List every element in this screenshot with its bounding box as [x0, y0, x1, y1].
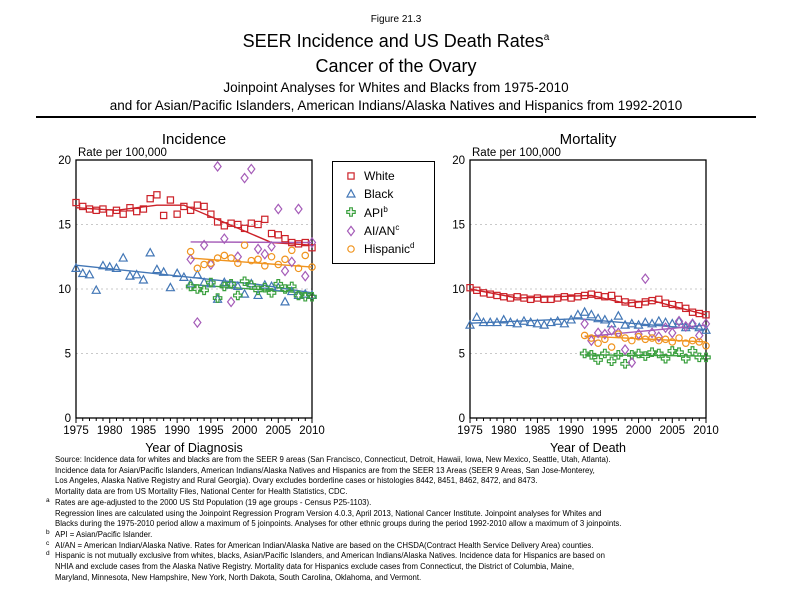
- incidence-chart: [40, 128, 340, 463]
- circle-marker-icon: [282, 256, 288, 262]
- square-marker-icon: [622, 299, 628, 305]
- triangle-marker-icon: [92, 286, 100, 293]
- circle-marker-icon: [302, 252, 308, 258]
- diamond-marker-icon: [348, 226, 355, 235]
- square-marker-icon: [194, 202, 200, 208]
- footnote-text: NHIA and exclude cases from the Alaska Native Registry. Mortality data for Hispanics exclude cases from Connecticut, the District of Columbia, Maine,: [55, 562, 574, 572]
- y-tick-label: 15: [452, 219, 465, 232]
- footnote-text: Maryland, Minnesota, New Hampshire, New York, North Dakota, South Carolina, Oklahoma, and Vermont.: [55, 572, 422, 582]
- legend-superscript: d: [410, 241, 415, 251]
- legend-marker: [344, 169, 358, 183]
- square-marker-icon: [161, 212, 167, 218]
- mortality-plot-svg: [434, 128, 734, 458]
- footnote-line: [46, 562, 762, 573]
- footnote-line: [46, 476, 762, 487]
- triangle-marker-icon: [581, 308, 589, 315]
- cross-marker-icon: [607, 357, 615, 365]
- legend-label: Hispanic$^d$: [364, 241, 415, 257]
- x-tick-label: 1995: [592, 425, 618, 437]
- legend-label: $AI/AN^c$: [364, 223, 400, 239]
- legend-label: White: [364, 169, 395, 184]
- triangle-marker-icon: [655, 317, 663, 324]
- mortality-chart: [434, 128, 734, 463]
- footnote-superscript: c: [46, 539, 50, 547]
- cross-marker-icon: [621, 360, 629, 368]
- diamond-marker-icon: [214, 162, 221, 171]
- legend-marker: [344, 187, 358, 201]
- diamond-marker-icon: [241, 173, 248, 182]
- footnote-superscript: a: [46, 496, 50, 504]
- triangle-marker-icon: [112, 264, 120, 271]
- footnote-line: [46, 509, 762, 520]
- diamond-marker-icon: [194, 318, 201, 327]
- legend-label: API$^b$: [364, 204, 388, 220]
- figure-subtitle-line1: Joinpoint Analyses for Whites and Blacks from 1975-2010: [223, 80, 569, 95]
- diamond-marker-icon: [295, 204, 302, 213]
- triangle-marker-icon: [614, 312, 622, 319]
- x-tick-label: 2005: [265, 425, 292, 437]
- x-axis-label: Year of Diagnosis: [145, 441, 243, 455]
- x-tick-label: 2000: [625, 425, 652, 437]
- square-marker-icon: [134, 209, 140, 215]
- footnote-text: Los Angeles, Alaska Native Registry and Rural Georgia). Ovary excludes borderline cases or histologies 8442, 8451, 8462, 8472, and 8473.: [55, 476, 538, 486]
- square-marker-icon: [348, 173, 354, 179]
- diamond-marker-icon: [669, 328, 676, 337]
- y-tick-label: 10: [58, 284, 71, 296]
- square-marker-icon: [609, 292, 615, 298]
- legend-marker: [344, 224, 358, 238]
- diamond-marker-icon: [187, 255, 194, 264]
- figure-number: Figure 21.3: [370, 14, 422, 25]
- diamond-marker-icon: [248, 164, 255, 173]
- figure-title-text: SEER Incidence and US Death Rates: [242, 31, 544, 51]
- square-marker-icon: [201, 203, 207, 209]
- triangle-marker-icon: [662, 318, 670, 325]
- cross-marker-icon: [347, 208, 355, 216]
- trend-line-ai-an: [191, 242, 312, 243]
- legend-superscript: b: [383, 204, 388, 214]
- y-axis-units-label: Rate per 100,000: [472, 147, 561, 159]
- triangle-marker-icon: [119, 254, 127, 261]
- square-marker-icon: [154, 192, 160, 198]
- circle-marker-icon: [221, 252, 227, 258]
- series-black: [72, 249, 316, 305]
- triangle-marker-icon: [554, 317, 562, 324]
- y-tick-label: 0: [64, 413, 71, 425]
- footnote-text: Incidence data for Asian/Pacific Islanders, American Indians/Alaska Natives and Hispanics are from the SEER 13 Areas (SEER 9 Areas, San Jose-Monterey,: [55, 465, 595, 475]
- footnote-superscript: b: [46, 528, 50, 536]
- chart-title: Incidence: [161, 131, 227, 148]
- y-tick-label: 5: [64, 348, 71, 361]
- circle-marker-icon: [289, 247, 295, 253]
- diamond-marker-icon: [642, 274, 649, 283]
- square-marker-icon: [107, 210, 113, 216]
- x-axis-label: Year of Death: [550, 441, 626, 455]
- figure-subtitle-line2: and for Asian/Pacific Islanders, American Indians/Alaska Natives and Hispanics from 1992-2010: [109, 98, 683, 113]
- chart-legend: [332, 161, 435, 264]
- x-tick-label: 2010: [693, 425, 719, 437]
- triangle-marker-icon: [601, 316, 609, 323]
- square-marker-icon: [275, 232, 281, 238]
- chart-title: Mortality: [559, 131, 617, 148]
- circle-marker-icon: [255, 256, 261, 262]
- footnote-text: Source: Incidence data for whites and blacks are from the SEER 9 areas (San Francisco, Connecticut, Detroit, Hawaii, Iowa, New Mexico, Seattle, Utah, Atlanta).: [55, 455, 611, 464]
- x-tick-label: 1975: [63, 425, 89, 437]
- diamond-marker-icon: [581, 319, 588, 328]
- series-api: [580, 347, 710, 368]
- legend-entry-white: [344, 169, 434, 184]
- circle-marker-icon: [201, 261, 207, 267]
- circle-marker-icon: [608, 344, 614, 350]
- diamond-marker-icon: [302, 272, 309, 281]
- triangle-marker-icon: [153, 265, 161, 272]
- legend-entry-black: [344, 187, 434, 202]
- y-tick-label: 15: [58, 219, 71, 232]
- cross-marker-icon: [594, 356, 602, 364]
- x-tick-label: 1985: [524, 425, 551, 437]
- footnote-line: [46, 519, 762, 530]
- square-marker-icon: [575, 294, 581, 300]
- diamond-marker-icon: [261, 250, 268, 259]
- triangle-marker-icon: [527, 318, 535, 325]
- x-tick-label: 1985: [130, 425, 157, 437]
- square-marker-icon: [282, 236, 288, 242]
- square-marker-icon: [174, 211, 180, 217]
- y-tick-label: 20: [58, 155, 71, 167]
- cross-marker-icon: [234, 291, 242, 299]
- footnote-text: AI/AN = American Indian/Alaska Native. Rates for American Indian/Alaska Native are based on the CHSDA(Contract Health Service Delivery Area) counties.: [55, 540, 594, 550]
- square-marker-icon: [514, 294, 520, 300]
- circle-marker-icon: [268, 254, 274, 260]
- y-axis-units-label: Rate per 100,000: [78, 147, 167, 159]
- x-tick-label: 1990: [558, 425, 584, 437]
- footnote-text: Blacks during the 1975-2010 period allow a maximum of 5 joinpoints. Analyses for other ethnic groups during the period 1992-2010 allow a maximum of 3 joinpoints.: [55, 519, 622, 529]
- square-marker-icon: [93, 207, 99, 213]
- diamond-marker-icon: [255, 244, 262, 253]
- footnote-text: Hispanic is not mutually exclusive from whites, blacks, Asian/Pacific Islanders, and American Indians/Alaska Natives. Incidence data for Hispanics are based on: [55, 551, 605, 561]
- diamond-marker-icon: [275, 204, 282, 213]
- legend-label: Black: [364, 187, 394, 202]
- y-tick-label: 0: [458, 413, 465, 425]
- footnote-text: Rates are age-adjusted to the 2000 US Std Population (19 age groups - Census P25-1103).: [55, 497, 372, 507]
- footnote-line: [46, 541, 762, 552]
- footnote-line: [46, 455, 762, 466]
- footnote-text: API = Asian/Pacific Islander.: [55, 529, 153, 539]
- figure-subtitle-cancer-site: Cancer of the Ovary: [315, 56, 477, 76]
- y-tick-label: 10: [452, 284, 465, 296]
- circle-marker-icon: [348, 246, 354, 252]
- triangle-marker-icon: [166, 283, 174, 290]
- x-tick-label: 1995: [198, 425, 224, 437]
- y-tick-label: 5: [458, 348, 465, 361]
- title-divider-rule: [36, 116, 756, 118]
- x-tick-label: 2005: [659, 425, 686, 437]
- x-tick-label: 1980: [490, 425, 517, 437]
- figure-title: [0, 31, 792, 52]
- legend-entry-ai-an: [344, 223, 434, 238]
- square-marker-icon: [268, 230, 274, 236]
- x-tick-label: 2010: [299, 425, 325, 437]
- footnote-text: Mortality data are from US Mortality Files, National Center for Health Statistics, CDC.: [55, 487, 348, 497]
- footnote-text: Regression lines are calculated using the Joinpoint Regression Program Version 4.0.3, April 2013, National Cancer Institute. Joinpoint analyses for Whites and: [55, 508, 602, 518]
- footnotes-block: [46, 455, 762, 583]
- triangle-marker-icon: [146, 249, 154, 256]
- footnote-line: [46, 573, 762, 584]
- circle-marker-icon: [581, 332, 587, 338]
- triangle-marker-icon: [473, 313, 481, 320]
- square-marker-icon: [120, 211, 126, 217]
- square-marker-icon: [167, 197, 173, 203]
- legend-marker: [344, 242, 358, 256]
- square-marker-icon: [248, 220, 254, 226]
- triangle-marker-icon: [281, 298, 289, 305]
- circle-marker-icon: [595, 340, 601, 346]
- incidence-plot-svg: [40, 128, 340, 458]
- footnote-line: [46, 487, 762, 498]
- square-marker-icon: [255, 221, 261, 227]
- legend-entry-api: [344, 205, 434, 220]
- footnote-line: [46, 551, 762, 562]
- square-marker-icon: [147, 196, 153, 202]
- legend-entry-hispanic: [344, 241, 434, 256]
- diamond-marker-icon: [228, 297, 235, 306]
- footnote-superscript: d: [46, 550, 50, 558]
- legend-marker: [344, 205, 358, 219]
- footnote-line: [46, 498, 762, 509]
- footnote-line: [46, 466, 762, 477]
- y-tick-label: 20: [452, 155, 465, 167]
- x-tick-label: 2000: [231, 425, 258, 437]
- legend-superscript: c: [395, 223, 400, 233]
- square-marker-icon: [262, 216, 268, 222]
- diamond-marker-icon: [282, 266, 289, 275]
- triangle-marker-icon: [347, 190, 355, 197]
- x-tick-label: 1975: [457, 425, 483, 437]
- x-tick-label: 1990: [164, 425, 190, 437]
- circle-marker-icon: [228, 255, 234, 261]
- figure-title-superscript: a: [543, 32, 550, 43]
- x-tick-label: 1980: [96, 425, 123, 437]
- triangle-marker-icon: [85, 271, 93, 278]
- footnote-line: [46, 530, 762, 541]
